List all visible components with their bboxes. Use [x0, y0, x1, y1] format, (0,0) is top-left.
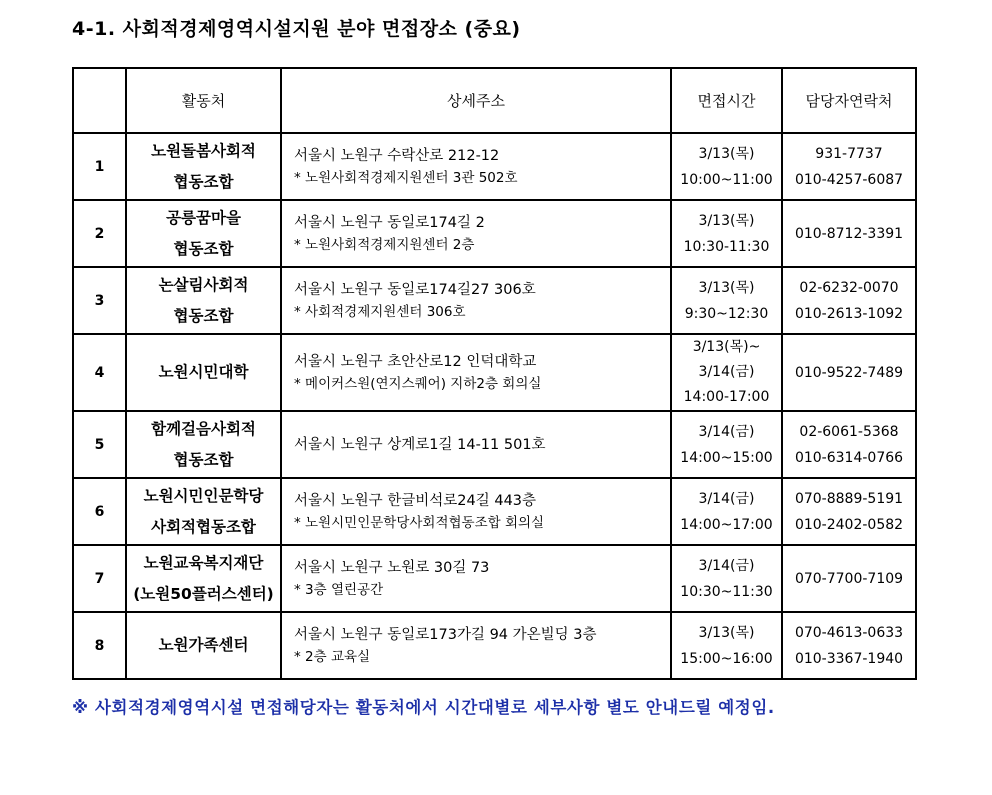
- address-line: * 노원시민인문학당사회적협동조합 회의실: [294, 514, 545, 531]
- address: [281, 267, 671, 334]
- interview-time-line: 10:30~11:30: [680, 583, 773, 600]
- table-row: [73, 200, 916, 267]
- header-contact: 담당자연락처: [782, 68, 916, 133]
- interview-time-line: 14:00~15:00: [680, 449, 773, 466]
- interview-time-line: 3/13(목): [698, 279, 755, 296]
- address: [281, 200, 671, 267]
- contact-phone: [782, 200, 916, 267]
- interview-time-line: 3/13(목)~: [692, 339, 761, 355]
- contact-phone-line: 010-2613-1092: [794, 305, 904, 322]
- interview-time-line: 3/14(금): [698, 557, 755, 574]
- address: [281, 411, 671, 478]
- row-number: 2: [73, 200, 126, 267]
- header-org: 활동처: [126, 68, 281, 133]
- org-name-line: 노원시민인문학당: [143, 486, 264, 505]
- address-line: 서울시 노원구 수락산로 212-12: [294, 147, 500, 164]
- interview-time-line: 3/13(목): [698, 212, 755, 229]
- address-line: 서울시 노원구 동일로173가길 94 가온빌딩 3층: [294, 626, 597, 643]
- org-name: [126, 267, 281, 334]
- row-number: 5: [73, 411, 126, 478]
- header-address: 상세주소: [281, 68, 671, 133]
- org-name-line: 노원가족센터: [158, 636, 249, 654]
- org-name: [126, 133, 281, 200]
- contact-phone-line: 931-7737: [815, 145, 883, 162]
- address-line: 서울시 노원구 초안산로12 인덕대학교: [294, 353, 537, 370]
- contact-phone: [782, 267, 916, 334]
- address: [281, 478, 671, 545]
- contact-phone: [782, 133, 916, 200]
- table-row: [73, 612, 916, 679]
- address: [281, 612, 671, 679]
- contact-phone-line: 070-7700-7109: [794, 570, 904, 587]
- contact-phone-line: 010-9522-7489: [794, 364, 904, 381]
- contact-phone: [782, 478, 916, 545]
- row-number: 3: [73, 267, 126, 334]
- address: [281, 334, 671, 411]
- address-line: * 노원사회적경제지원센터 3관 502호: [294, 169, 518, 186]
- address-line: 서울시 노원구 상계로1길 14-11 501호: [294, 436, 546, 453]
- contact-phone: [782, 612, 916, 679]
- interview-time-line: 3/14(금): [698, 423, 755, 440]
- contact-phone: [782, 334, 916, 411]
- org-name-line: 협동조합: [173, 306, 234, 325]
- address-line: * 메이커스원(연지스퀘어) 지하2층 회의실: [294, 375, 542, 392]
- page-title: 4-1. 사회적경제영역시설지원 분야 면접장소 (중요): [72, 18, 521, 40]
- org-name-line: 협동조합: [173, 172, 234, 191]
- table-row: [73, 545, 916, 612]
- address-line: * 3층 열린공간: [294, 581, 384, 598]
- org-name-line: 사회적협동조합: [151, 517, 256, 536]
- address-line: * 2층 교육실: [294, 648, 371, 665]
- interview-time: [671, 545, 782, 612]
- interview-time: [671, 411, 782, 478]
- row-number: 8: [73, 612, 126, 679]
- org-name-line: (노원50플러스센터): [133, 584, 274, 603]
- contact-phone-line: 010-6314-0766: [794, 449, 904, 466]
- interview-time-line: 15:00~16:00: [680, 650, 773, 667]
- address-line: 서울시 노원구 동일로174길 2: [294, 214, 485, 231]
- org-name-line: 공릉꿈마을: [166, 208, 241, 227]
- row-number: 7: [73, 545, 126, 612]
- interview-time: [671, 267, 782, 334]
- interview-time: [671, 200, 782, 267]
- interview-time: [671, 478, 782, 545]
- org-name-line: 함께걸음사회적: [151, 419, 256, 438]
- interview-time-line: 10:30-11:30: [683, 238, 770, 255]
- address-line: * 사회적경제지원센터 306호: [294, 303, 466, 320]
- address-line: 서울시 노원구 한글비석로24길 443층: [294, 492, 537, 509]
- org-name-line: 협동조합: [173, 450, 234, 469]
- address-line: 서울시 노원구 노원로 30길 73: [294, 559, 490, 576]
- contact-phone-line: 070-8889-5191: [794, 490, 904, 507]
- org-name-line: 노원시민대학: [158, 363, 249, 381]
- contact-phone-line: 070-4613-0633: [794, 624, 904, 641]
- org-name-line: 노원교육복지재단: [143, 553, 264, 572]
- table-row: [73, 411, 916, 478]
- interview-time-line: 3/14(금): [698, 364, 755, 380]
- org-name: [126, 411, 281, 478]
- row-number: 4: [73, 334, 126, 411]
- header-num: [73, 68, 126, 133]
- address: [281, 545, 671, 612]
- table-row: [73, 133, 916, 200]
- address-line: * 노원사회적경제지원센터 2층: [294, 236, 475, 253]
- contact-phone-line: 010-3367-1940: [794, 650, 904, 667]
- interview-time-line: 3/13(목): [698, 624, 755, 641]
- interview-time: [671, 612, 782, 679]
- contact-phone-line: 010-2402-0582: [794, 516, 904, 533]
- org-name-line: 협동조합: [173, 239, 234, 258]
- org-name-line: 논살림사회적: [158, 275, 249, 294]
- table-row: [73, 267, 916, 334]
- table-row: [73, 478, 916, 545]
- org-name-line: 노원돌봄사회적: [151, 141, 256, 160]
- interview-time-line: 9:30~12:30: [684, 305, 769, 322]
- interview-time-line: 14:00~17:00: [680, 516, 773, 533]
- contact-phone-line: 02-6061-5368: [799, 423, 899, 440]
- interview-time: [671, 334, 782, 411]
- address-line: 서울시 노원구 동일로174길27 306호: [294, 281, 536, 298]
- header-time: 면접시간: [671, 68, 782, 133]
- row-number: 1: [73, 133, 126, 200]
- org-name: [126, 545, 281, 612]
- table-row: [73, 334, 916, 411]
- interview-location-table: [72, 67, 917, 680]
- contact-phone-line: 02-6232-0070: [799, 279, 899, 296]
- row-number: 6: [73, 478, 126, 545]
- contact-phone-line: 010-4257-6087: [794, 171, 904, 188]
- table-header-row: [73, 68, 916, 133]
- interview-time: [671, 133, 782, 200]
- interview-time-line: 10:00~11:00: [680, 171, 773, 188]
- org-name: [126, 334, 281, 411]
- org-name: [126, 478, 281, 545]
- contact-phone: [782, 545, 916, 612]
- interview-time-line: 3/14(금): [698, 490, 755, 507]
- contact-phone-line: 010-8712-3391: [794, 225, 904, 242]
- address: [281, 133, 671, 200]
- footnote: ※ 사회적경제영역시설 면접해당자는 활동처에서 시간대별로 세부사항 별도 안내드릴 예정임.: [72, 698, 775, 717]
- contact-phone: [782, 411, 916, 478]
- interview-time-line: 3/13(목): [698, 145, 755, 162]
- interview-time-line: 14:00-17:00: [683, 389, 770, 405]
- org-name: [126, 200, 281, 267]
- org-name: [126, 612, 281, 679]
